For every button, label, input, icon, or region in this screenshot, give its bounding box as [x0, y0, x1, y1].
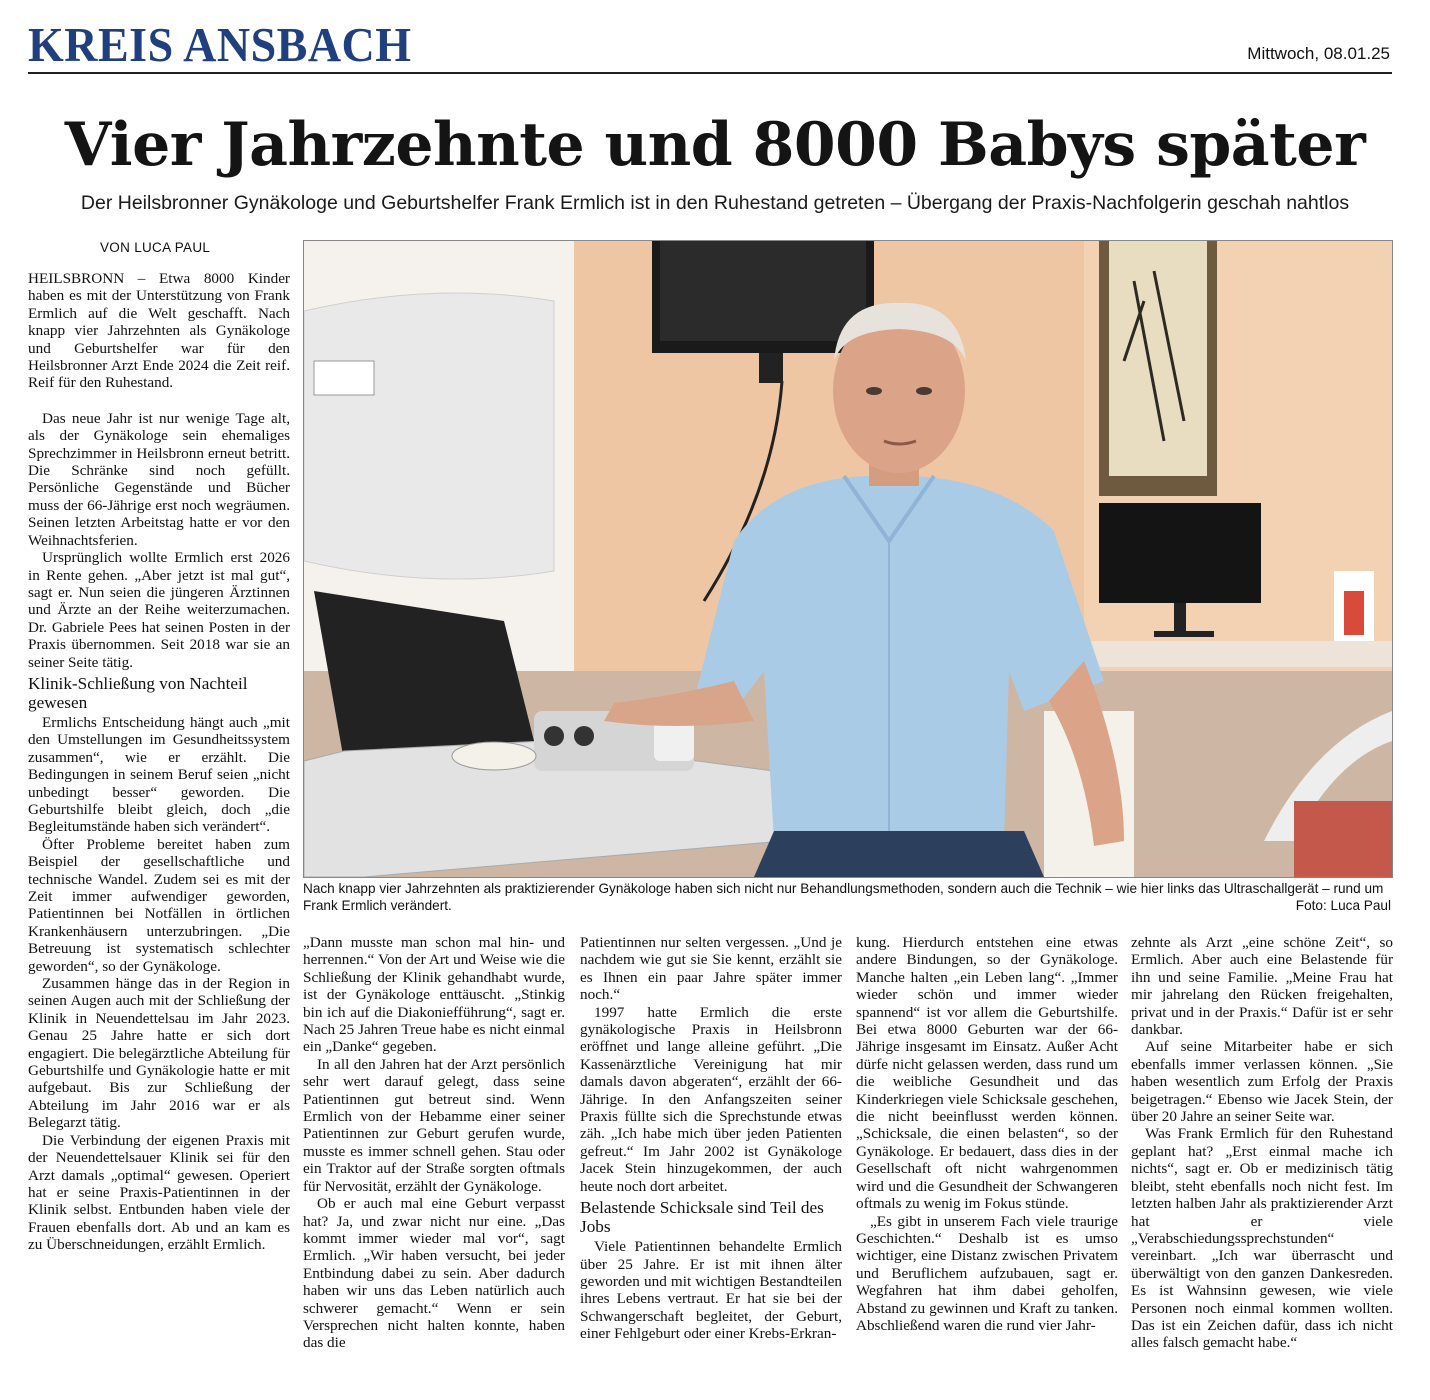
paragraph: In all den Jahren hat der Arzt persönlich sehr wert darauf gelegt, dass seine Patientinnen gut betreut sind. Wenn Ermlich von der Hebamme einer seiner Patientinnen zur Geburt gerufen wurde, musste es immer schnell gehen. Stau oder ein Traktor auf der Straße sorgten oftmals für Nervosität, erzählt der Gynäkologe. [303, 1055, 565, 1195]
section-title: KREIS ANSBACH [28, 17, 412, 72]
paragraph: zehnte als Arzt „eine schöne Zeit“, so Ermlich. Aber auch eine Belastende für ihn und seine Familie. „Meine Frau hat mir jahrelang den Rücken freigehalten, privat und in der Praxis.“ Dafür ist er sehr dankbar. [1131, 934, 1393, 1039]
paragraph: Ursprünglich wollte Ermlich erst 2026 in Rente gehen. „Aber jetzt ist mal gut“, sagt er. Nun seien die jüngeren Ärztinnen und Ärzte an der Reihe weiterzumachen. Dr. Gabriele Pees hat seinen Posten in der Praxis übernommen. Seit 2018 war sie an seiner Seite tätig. [28, 549, 290, 671]
paragraph: Patientinnen nur selten vergessen. „Und je nachdem wie gut sie Sie kennt, erzählt sie es Ihnen ein paar Jahre später immer noch.“ [580, 934, 842, 1004]
article-column-1 [28, 270, 290, 1254]
article-photo [303, 240, 1393, 878]
issue-date: Mittwoch, 08.01.25 [1247, 44, 1390, 63]
header-rule [28, 72, 1392, 74]
paragraph: Ermlichs Entscheidung hängt auch „mit den Umstellungen im Gesundheitssystem zusammen“, wie er erzählt. Die Bedingungen in seinem Beruf seien „nicht unbedingt besser“ geworden. Die Geburtshilfe bleibt gleich, doch „die Begleitumstände haben sich verändert“. [28, 713, 290, 836]
subheading: Belastende Schicksale sind Teil des Jobs [580, 1198, 824, 1237]
paragraph: Was Frank Ermlich für den Ruhestand geplant hat? „Erst einmal mache ich nichts“, sagt er. Ob er medizinisch tätig bleibt, steht ebenfalls noch nicht fest. Im letzten halben Jahr als praktizierender Arzt hat er viele „Verabschiedungssprechstunden“ vereinbart. „Ich war überrascht und überwältigt von den ganzen Dankesreden. Es ist Wahnsinn gewesen, wie viele Personen noch einmal kommen wollten. Das ist ein Zeichen dafür, dass ich nicht alles falsch gemacht habe.“ [1131, 1125, 1393, 1352]
article-column-5 [1131, 934, 1393, 1352]
photo-credit: Foto: Luca Paul [1295, 898, 1391, 913]
paragraph: 1997 hatte Ermlich die erste gynäkologische Praxis in Heilsbronn eröffnet und lange alleine geführt. „Die Kassenärztliche Vereinigung hat mir damals davon abgeraten“, erzählt der 66-Jährige. In den Anfangszeiten seiner Praxis füllte sich die Sprechstunde etwas zäh. „Ich habe mich über jeden Patienten gefreut.“ Im Jahr 2002 ist Gynäkologe Jacek Stein hinzugekommen, der auch heute noch dort arbeitet. [580, 1003, 842, 1195]
article-column-2 [303, 934, 565, 1352]
paragraph: kung. Hierdurch entstehen eine etwas andere Bindungen, so der Gynäkologe. Manche halten „ein Leben lang“. „Immer wieder schön und immer wieder spannend“ ist vor allem die Geburtshilfe. Bei etwa 8000 Geburten war der 66-Jährige insgesamt im Einsatz. Außer Acht dürfe nicht gelassen werden, dass rund um die weibliche Gesundheit und das Kinderkriegen viele Schicksale geschehen, die nicht beeinflusst werden können. „Schicksale, die einen belasten“, so der Gynäkologe. Er bedauert, dass dies in der Gesellschaft oft nicht wahrgenommen wird und die Gesundheit der Schwangeren oftmals zu wenig im Fokus stünde. [856, 934, 1118, 1213]
byline: VON LUCA PAUL [100, 240, 211, 255]
article-column-3 [580, 934, 842, 1343]
paragraph: Das neue Jahr ist nur wenige Tage alt, als der Gynäkologe sein ehemaliges Sprechzimmer in Heilsbronn erneut betritt. Die Schränke sind noch gefüllt. Persönliche Gegenstände und Bücher muss der 66-Jährige erst noch wegräumen. Seinen letzten Arbeitstag hatte er vor den Weihnachtsferien. [28, 409, 290, 549]
paragraph: Die Verbindung der eigenen Praxis mit der Neuendettelsauer Klinik sei für den Arzt damals „optimal“ gewesen. Operiert hat er seine Praxis-Patientinnen in der Klinik selbst. Entbunden haben viele der Frauen ebenfalls dort. Ab und an kam es zu Überschneidungen, erzählt Ermlich. [28, 1131, 290, 1254]
paragraph: Zusammen hänge das in der Region in seinen Augen auch mit der Schließung der Klinik in Neuendettelsau im Jahr 2023. Genau 25 Jahre hatte er sich dort engagiert. Die belegärztliche Abteilung für Geburtshilfe und Gynäkologie hatte er mit aufgebaut. Bis zur Schließung der Abteilung im Jahr 2016 war er als Belegarzt tätig. [28, 975, 290, 1132]
paragraph: Ob er auch mal eine Geburt verpasst hat? Ja, und zwar nicht nur eine. „Das kommt immer wieder mal vor“, sagt Ermlich. „Wir haben versucht, bei jeder Entbindung dabei zu sein. Aber dadurch haben wir uns das Leben natürlich auch schwerer gemacht.“ Wenn er sein Versprechen nicht halten konnte, haben das die [303, 1195, 565, 1352]
paragraph: Auf seine Mitarbeiter habe er sich ebenfalls immer verlassen können. „Sie haben wesentlich zum Erfolg der Praxis beigetragen.“ Ebenso wie Jacek Stein, der über 20 Jahre an seiner Seite war. [1131, 1038, 1393, 1126]
photo-caption [303, 880, 1391, 914]
headline: Vier Jahrzehnte und 8000 Babys später [64, 110, 1366, 180]
article-column-4 [856, 934, 1118, 1334]
subheading: Klinik-Schließung von Nachteil gewesen [28, 673, 248, 712]
paragraph: „Dann musste man schon mal hin- und herrennen.“ Von der Art und Weise wie die Schließung der Klinik gehandhabt wurde, ist der Gynäkologe enttäuscht. „Stinkig bin ich auf die Diakoniefführung“, sagt er. Nach 25 Jahren Treue habe es nicht einmal ein „Danke“ gegeben. [303, 934, 565, 1056]
subheadline: Der Heilsbronner Gynäkologe und Geburtshelfer Frank Ermlich ist in den Ruhestand getreten – Übergang der Praxis-Nachfolgerin geschah nahtlos [80, 192, 1350, 214]
caption-text: Nach knapp vier Jahrzehnten als praktizierender Gynäkologe haben sich nicht nur Behandlungsmethoden, sondern auch die Technik – wie hier links das Ultraschallgerät – rund um Frank Ermlich verändert. [303, 881, 1384, 913]
paragraph: „Es gibt in unserem Fach viele traurige Geschichten.“ Deshalb ist es umso wichtiger, eine Distanz zwischen Privatem und Beruflichem aufzubauen, sagt er. Wegfahren hat ihm dabei geholfen, Abstand zu gewinnen und Kraft zu tanken. Abschließend waren die rund vier Jahr- [856, 1212, 1118, 1334]
paragraph: Viele Patientinnen behandelte Ermlich über 25 Jahre. Er ist mit ihnen älter geworden und mit wichtigen Bestandteilen ihres Lebens vertraut. Er hat sie bei der Schwangerschaft begleitet, der Geburt, einer Fehlgeburt oder einer Krebs-Erkran- [580, 1238, 842, 1343]
paragraph: HEILSBRONN – Etwa 8000 Kinder haben es mit der Unterstützung von Frank Ermlich auf die Welt geschafft. Nach knapp vier Jahrzehnten als Gynäkologe und Geburtshelfer war für den Heilsbronner Arzt Ende 2024 die Zeit reif. Reif für den Ruhestand. [28, 270, 290, 392]
paragraph: Öfter Probleme bereitet haben zum Beispiel der gesellschaftliche und technische Wandel. Zudem sei es mit der Zeit immer aufwendiger geworden, Patientinnen bei Notfällen in örtlichen Krankenhäusern unterzubringen. „Die Betreuung ist systematisch schlechter geworden“, so der Gynäkologe. [28, 835, 290, 975]
